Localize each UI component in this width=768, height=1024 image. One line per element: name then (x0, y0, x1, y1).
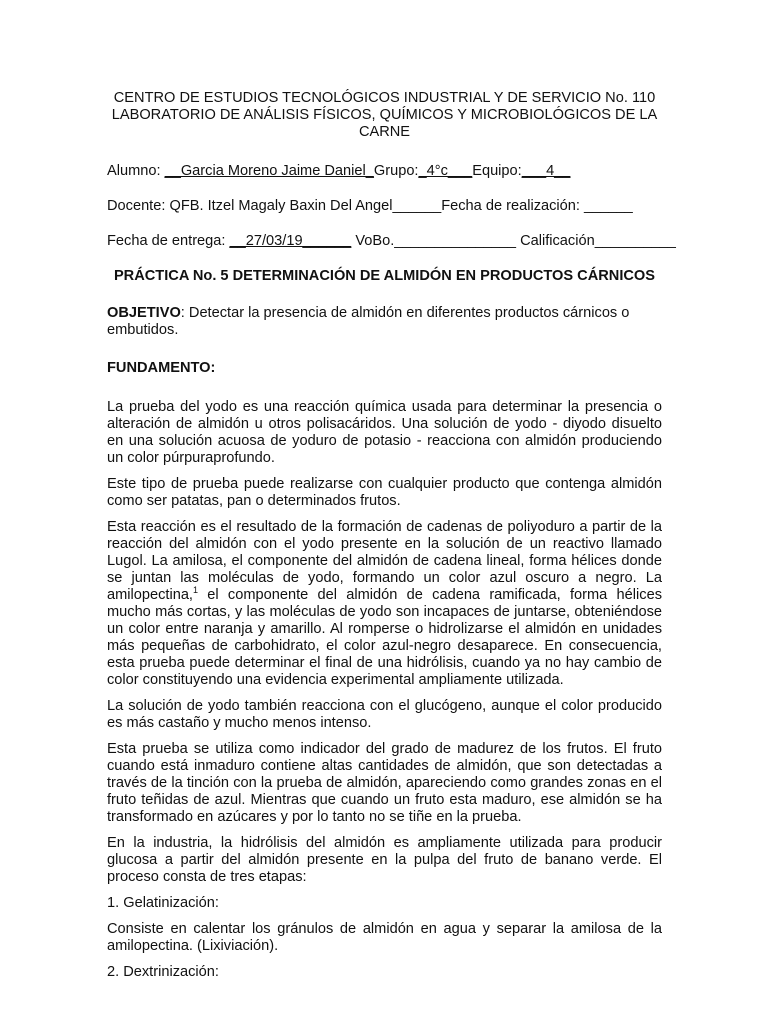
alumno-label: Alumno: (107, 163, 165, 179)
fundamento-paragraph-3 (107, 519, 662, 689)
practice-title: PRÁCTICA No. 5 DETERMINACIÓN DE ALMIDÓN EN PRODUCTOS CÁRNICOS (113, 268, 656, 284)
fundamento-heading: FUNDAMENTO: (107, 360, 216, 376)
student-info-line (107, 163, 662, 180)
fundamento-paragraph-5: Esta prueba se utiliza como indicador del grado de madurez de los frutos. El fruto cuando está inmaduro contiene altas cantidades de almidón, que son detectadas a través de la tinción con la prueba de almidón, apareciendo como grandes zonas en el fruto teñidas de azul. Mientras que cuando un fruto esta maduro, ese almidón se ha transformado en azúcares y por lo tanto no se tiñe en la prueba. (107, 741, 662, 825)
header-line-laboratory: LABORATORIO DE ANÁLISIS FÍSICOS, QUÍMICOS Y MICROBIOLÓGICOS DE LA (111, 107, 658, 123)
objetivo-block (107, 305, 662, 339)
objetivo-label: OBJETIVO (107, 305, 181, 321)
fundamento-paragraph-4: La solución de yodo también reacciona con el glucógeno, aunque el color producido es más castaño y mucho menos intenso. (107, 698, 662, 731)
equipo-value: ___4__ (521, 163, 571, 179)
fundamento-paragraph-1: La prueba del yodo es una reacción química usada para determinar la presencia o alteración de almidón u otros polisacáridos. Una solución de yodo - diyodo disuelto en una solución acuosa de yoduro de potasio - reacciona con almidón produciendo un color púrpuraprofundo. (107, 399, 662, 466)
document-content (107, 90, 676, 990)
equipo-label: Equipo: (472, 163, 522, 179)
vobo-calificacion: VoBo._______________ Calificación__________ (351, 233, 676, 249)
document-header (107, 90, 662, 141)
docente-line: Docente: QFB. Itzel Magaly Baxin Del Angel______Fecha de realización: ______ (107, 198, 633, 214)
grupo-label: Grupo: (373, 163, 419, 179)
fundamento-paragraph-2: Este tipo de prueba puede realizarse con cualquier producto que contenga almidón como ser patatas, pan o determinados frutos. (107, 476, 662, 509)
footnote-marker: 1 (193, 585, 199, 596)
delivery-info-line (107, 233, 676, 250)
entrega-value: __27/03/19______ (229, 233, 352, 249)
fundamento-paragraph-6: En la industria, la hidrólisis del almidón es ampliamente utilizada para producir glucosa a partir del almidón presente en la pulpa del fruto de banano verde. El proceso consta de tres etapas: (107, 835, 662, 885)
paragraph-3-part-a: Esta reacción es el resultado de la formación de cadenas de poliyoduro a partir de la reacción del almidón con el yodo presente en la solución de un reactivo llamado Lugol. La amilosa, el componente del almidón de cadena lineal, forma hélices donde se juntan las moléculas de yodo, formando un color azul oscuro a negro. La amilopectina, (107, 519, 662, 603)
entrega-label: Fecha de entrega: (107, 233, 230, 249)
fundamento-paragraph-7: Consiste en calentar los gránulos de almidón en agua y separar la amilosa de la amilopectina. (Lixiviación). (107, 921, 662, 954)
objetivo-text: : Detectar la presencia de almidón en diferentes productos cárnicos o embutidos. (107, 305, 630, 338)
step-dextrinizacion: 2. Dextrinización: (107, 964, 219, 980)
alumno-value: __Garcia Moreno Jaime Daniel_ (164, 163, 374, 179)
step-gelatinizacion: 1. Gelatinización: (107, 895, 219, 911)
paragraph-3-part-b: el componente del almidón de cadena ramificada, forma hélices mucho más cortas, y las moléculas de yodo son incapaces de juntarse, obteniéndose un color entre naranja y amarillo. Al romperse o hidrolizarse el almidón en unidades más pequeñas de carbohidrato, el color azul-negro desaparece. En consecuencia, esta prueba puede determinar el final de una hidrólisis, cuando ya no hay cambio de color constituyendo una evidencia experimental ampliamente utilizada. (107, 587, 662, 688)
header-line-institution: CENTRO DE ESTUDIOS TECNOLÓGICOS INDUSTRIAL Y DE SERVICIO No. 110 (113, 90, 656, 106)
grupo-value: _4°c___ (418, 163, 473, 179)
header-line-laboratory-cont: CARNE (358, 124, 411, 140)
